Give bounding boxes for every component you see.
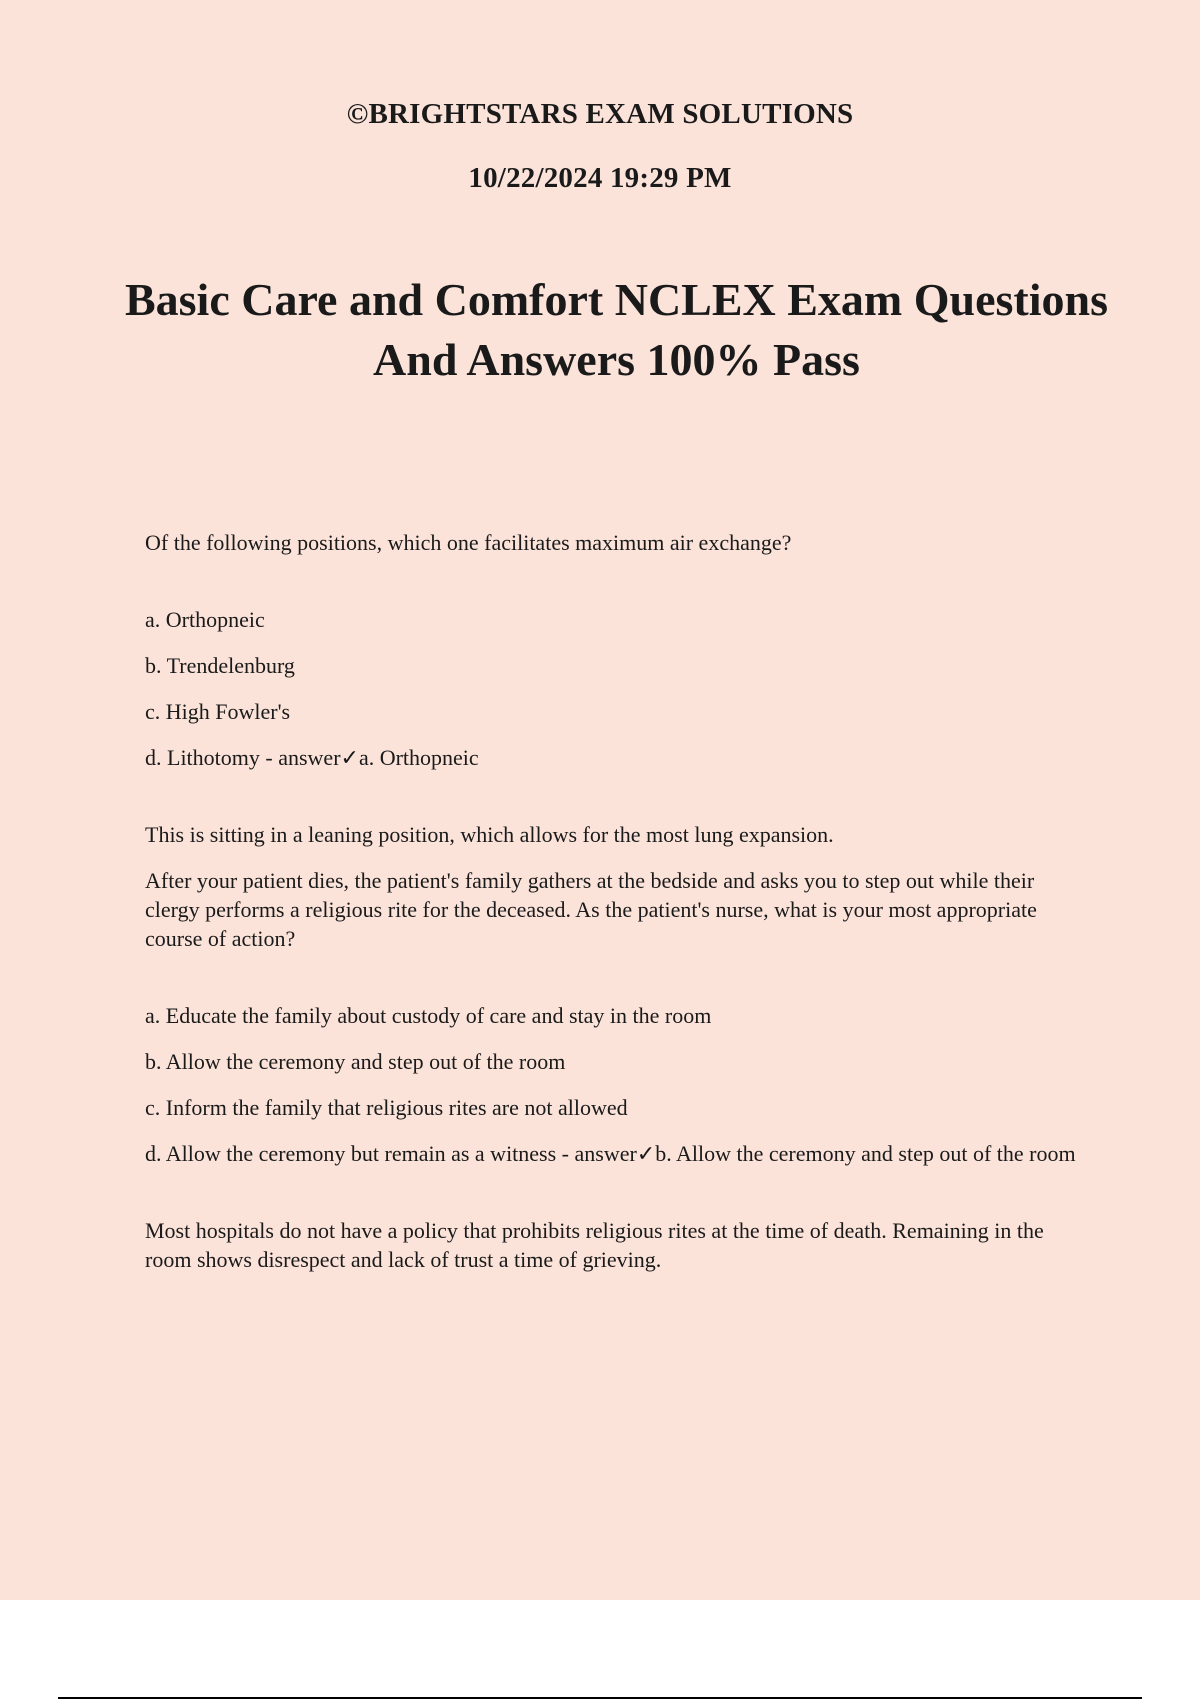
answer-option: d. Lithotomy - answer✓a. Orthopneic bbox=[145, 745, 479, 770]
footer-divider bbox=[58, 1697, 1142, 1699]
question-text: Of the following positions, which one facilitates maximum air exchange? bbox=[145, 530, 792, 555]
question-text: After your patient dies, the patient's family gathers at the bedside and asks you to step out while their clergy performs a religious rite for the deceased. As the patient's nurse, what is your most appropriate course of action? bbox=[145, 868, 1037, 951]
brand-header: ©BRIGHTSTARS EXAM SOLUTIONS bbox=[346, 98, 854, 130]
answer-option: b. Allow the ceremony and step out of the room bbox=[145, 1049, 566, 1074]
answer-option: a. Educate the family about custody of care and stay in the room bbox=[145, 1003, 712, 1028]
answer-explanation: This is sitting in a leaning position, which allows for the most lung expansion. bbox=[145, 822, 834, 847]
answer-option: c. Inform the family that religious rites are not allowed bbox=[145, 1095, 628, 1120]
document-body bbox=[145, 528, 1085, 1291]
answer-explanation: Most hospitals do not have a policy that prohibits religious rites at the time of death. Remaining in the room shows disrespect and lack of trust a time of grieving. bbox=[145, 1218, 1044, 1272]
answer-option: b. Trendelenburg bbox=[145, 653, 295, 678]
document-title: Basic Care and Comfort NCLEX Exam Questions And Answers 100% Pass bbox=[124, 274, 1109, 385]
answer-option: c. High Fowler's bbox=[145, 699, 291, 724]
answer-option: a. Orthopneic bbox=[145, 607, 265, 632]
answer-option: d. Allow the ceremony but remain as a witness - answer✓b. Allow the ceremony and step out of the room bbox=[145, 1141, 1076, 1166]
date-time: 10/22/2024 19:29 PM bbox=[468, 162, 732, 194]
